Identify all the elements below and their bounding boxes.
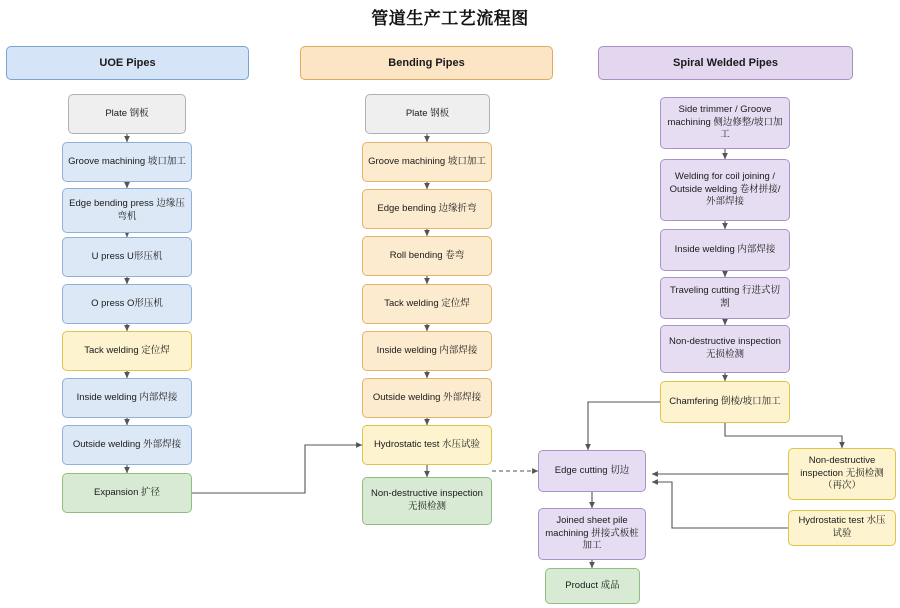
node-label: Inside welding 内部焊接 [76,391,178,403]
node-uoe-o-press[interactable] [62,284,192,324]
node-label: Outside welding 外部焊接 [72,438,182,450]
node-uoe-expansion[interactable] [62,473,192,513]
node-spiral-inside-welding[interactable] [660,229,790,271]
node-label: Non-destructive inspection 无损检测 [371,488,483,512]
node-spiral-traveling-cutting[interactable] [660,277,790,319]
node-label: Expansion 扩径 [93,486,160,498]
column-header-bending-label: Bending Pipes [388,56,465,69]
column-header-uoe [6,46,249,80]
node-bending-ndt[interactable] [362,477,492,525]
node-uoe-u-press[interactable] [62,237,192,277]
node-label: U press U形压机 [91,250,163,262]
node-label: Welding for coil joining / Outside welding 卷材拼接/外部焊接 [669,170,781,208]
node-label: O press O形压机 [91,297,163,309]
node-spiral-side-trimmer[interactable] [660,97,790,149]
node-label: Hydrostatic test 水压试验 [373,438,481,450]
node-label: Traveling cutting 行进式切割 [670,285,780,309]
node-uoe-groove-machining[interactable] [62,142,192,182]
node-label: Edge bending 边缘折弯 [377,202,477,214]
node-label: Inside welding 内部焊接 [674,243,776,255]
node-bending-inside-welding[interactable] [362,331,492,371]
node-bending-hydrostatic-test[interactable] [362,425,492,465]
node-label: Inside welding 内部焊接 [376,344,478,356]
column-header-bending [300,46,553,80]
node-label: Hydrostatic test 水压试验 [798,515,886,539]
column-header-spiral-label: Spiral Welded Pipes [673,56,778,69]
node-edge-cutting[interactable] [538,450,646,492]
page-title: 管道生产工艺流程图 [371,9,529,28]
node-label: Roll bending 卷弯 [389,249,465,261]
node-label: Edge cutting 切边 [554,464,630,476]
node-joined-sheet-pile-machining[interactable] [538,508,646,560]
node-hydrostatic-test-second[interactable] [788,510,896,546]
node-label: Outside welding 外部焊接 [372,391,482,403]
node-bending-tack-welding[interactable] [362,284,492,324]
node-spiral-coil-joining-welding[interactable] [660,159,790,221]
node-uoe-plate[interactable] [68,94,186,134]
node-bending-roll-bending[interactable] [362,236,492,276]
node-label: Non-destructive inspection 无损检测 [669,336,781,360]
node-uoe-inside-welding[interactable] [62,378,192,418]
node-label: Joined sheet pile machining 拼接式板桩加工 [545,514,639,552]
column-header-uoe-label: UOE Pipes [99,56,156,69]
node-label: Chamfering 倒棱/坡口加工 [669,395,781,407]
column-header-spiral [598,46,853,80]
node-label: Plate 钢板 [405,107,450,119]
node-label: Tack welding 定位焊 [84,344,170,356]
node-label: Side trimmer / Groove machining 侧边修整/坡口加工 [667,103,783,141]
node-ndt-second[interactable] [788,448,896,500]
node-label: Plate 钢板 [105,107,149,119]
node-uoe-tack-welding[interactable] [62,331,192,371]
node-bending-edge-bending[interactable] [362,189,492,229]
node-label: Non-destructive inspection 无损检测（再次） [800,454,884,492]
node-uoe-edge-bending-press[interactable] [62,188,192,233]
node-label: Tack welding 定位焊 [384,297,470,309]
node-bending-groove-machining[interactable] [362,142,492,182]
node-spiral-ndt[interactable] [660,325,790,373]
node-spiral-chamfering[interactable] [660,381,790,423]
node-bending-plate[interactable] [365,94,490,134]
node-bending-outside-welding[interactable] [362,378,492,418]
node-label: Edge bending press 边缘压弯机 [69,197,185,222]
node-label: Product 成品 [565,579,620,591]
node-uoe-outside-welding[interactable] [62,425,192,465]
node-label: Groove machining 坡口加工 [68,155,186,167]
node-label: Groove machining 坡口加工 [368,155,486,167]
node-product[interactable] [545,568,640,604]
